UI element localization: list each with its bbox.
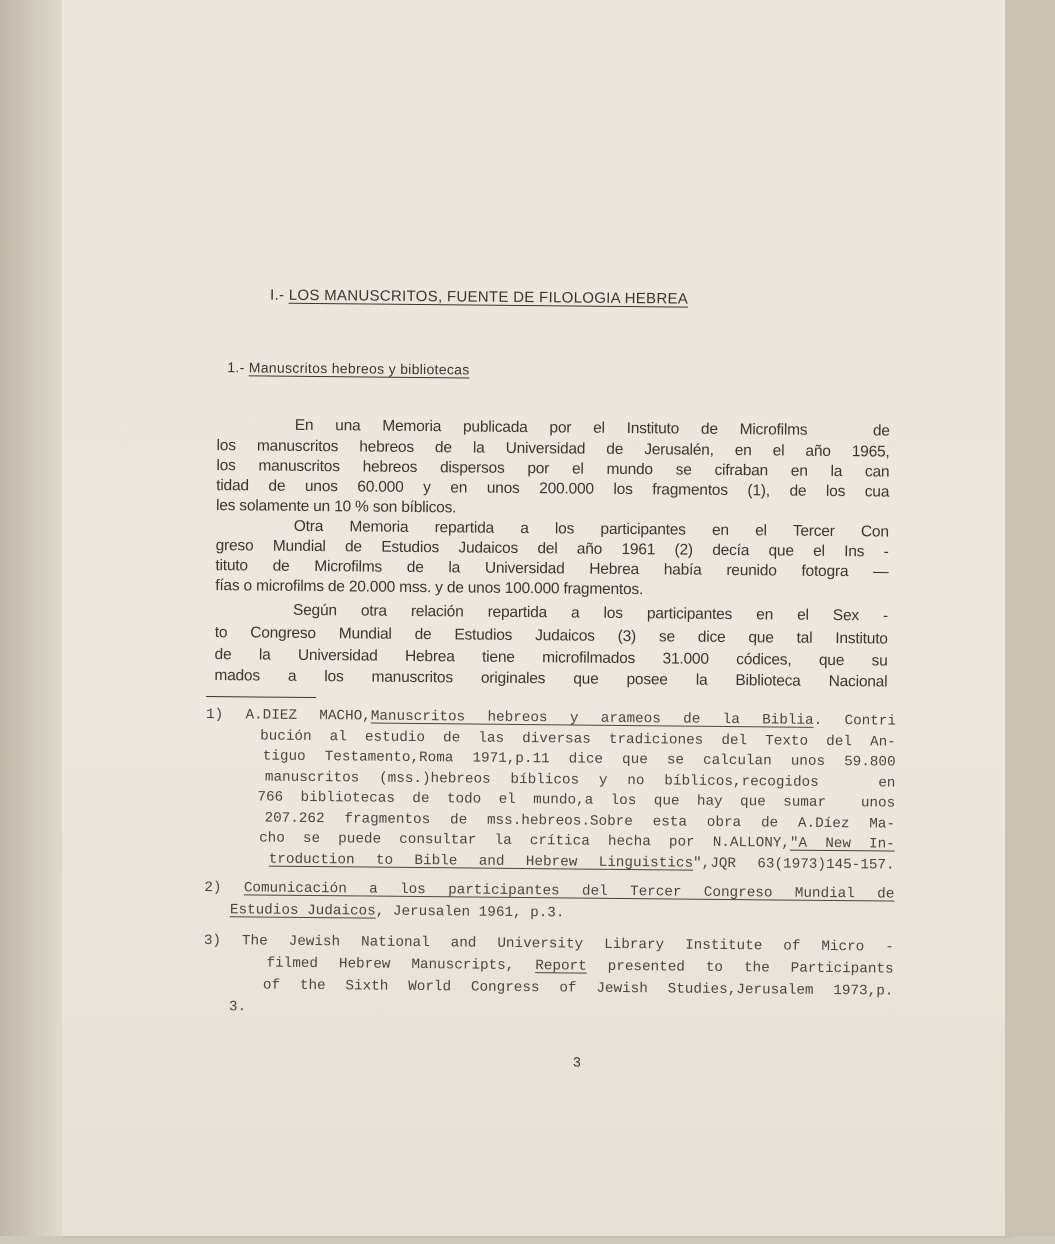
footnote-1-line bbox=[205, 789, 895, 812]
footnote-title: Comunicación a los participantes del Tercer Congreso Mundial de bbox=[243, 880, 895, 903]
footnote-title: "A New In- bbox=[789, 835, 895, 853]
subheading-number: 1.- bbox=[227, 359, 249, 376]
page-number: 3 bbox=[572, 1055, 582, 1072]
paragraph-1-line: En una Memoria publicada por el Instituto de Microfilms de bbox=[294, 416, 890, 440]
paragraph-3-line: de la Universidad Hebrea tiene microfilmados 31.000 códices, que su bbox=[214, 646, 888, 670]
footnote-3-line bbox=[204, 955, 894, 978]
paragraph-3-line: mados a los manuscritos originales que posee la Biblioteca Nacional bbox=[214, 667, 888, 691]
footnote-1-line bbox=[206, 728, 896, 751]
footnote-text: , Jerusalen 1961, p.3. bbox=[375, 903, 565, 922]
footnote-title: Estudios Judaicos bbox=[229, 902, 376, 920]
footnote-1-line bbox=[205, 769, 895, 792]
heading-title: LOS MANUSCRITOS, FUENTE DE FILOLOGIA HEBREA bbox=[288, 286, 689, 308]
paragraph-2-line: fías o microfilms de 20.000 mss. y de unos 100.000 fragmentos. bbox=[215, 577, 644, 599]
footnote-3-line bbox=[204, 933, 894, 956]
footnote-text: ",JQR 63(1973)145-157. bbox=[692, 855, 895, 874]
footnote-text: cho se puede consultar la crítica hecha por N.ALLONY, bbox=[204, 829, 791, 852]
footnote-text: 3. bbox=[203, 998, 247, 1016]
footnote-text: . Contri bbox=[813, 712, 897, 730]
footnote-separator bbox=[206, 696, 316, 698]
footnote-text: of the Sixth World Congress of Jewish Studies,Jerusalem 1973,p. bbox=[203, 976, 894, 1000]
paragraph-2-line: Otra Memoria repartida a los participantes en el Tercer Con bbox=[293, 517, 889, 541]
heading-number: I.- bbox=[269, 286, 289, 304]
chapter-heading bbox=[270, 287, 688, 308]
paragraph-3-line: Según otra relación repartida a los participantes en el Sex - bbox=[292, 601, 889, 625]
footnote-1-line bbox=[206, 748, 896, 771]
footnote-1-line bbox=[205, 810, 895, 833]
footnote-text bbox=[205, 851, 269, 868]
footnote-title: troduction to Bible and Hebrew Linguistics bbox=[268, 851, 694, 872]
footnote-3-line bbox=[203, 999, 246, 1015]
paragraph-1-line: los manuscritos hebreos dispersos por el mundo se cifraban en la can bbox=[216, 457, 890, 481]
footnote-1-line bbox=[205, 830, 895, 853]
footnote-text: 3) The Jewish National and University Library Institute of Micro - bbox=[203, 932, 894, 956]
footnote-text: 766 bibliotecas de todo el mundo,a los que hay que sumar unos bbox=[205, 788, 896, 812]
footnote-text: 1) A.DIEZ MACHO, bbox=[205, 706, 371, 725]
footnote-title: Report bbox=[535, 958, 587, 975]
paragraph-1-line: les solamente un 10 % son bíblicos. bbox=[215, 497, 457, 517]
footnote-1-line bbox=[206, 707, 896, 730]
footnote-text: filmed Hebrew Manuscripts, bbox=[203, 954, 536, 975]
footnote-1-line bbox=[205, 851, 895, 874]
footnote-text: tiguo Testamento,Roma 1971,p.11 dice que se calculan unos 59.800 bbox=[205, 747, 896, 771]
footnote-2-line bbox=[204, 902, 564, 921]
footnote-text: 2) bbox=[204, 879, 244, 897]
paragraph-1-line: tidad de unos 60.000 y en unos 200.000 los fragmentos (1), de los cua bbox=[216, 477, 890, 501]
paragraph-3-line: to Congreso Mundial de Estudios Judaicos (3) se dice que tal Instituto bbox=[214, 624, 888, 648]
footnote-2-line bbox=[204, 880, 894, 903]
footnote-text: presented to the Participants bbox=[586, 958, 894, 978]
paragraph-1-line: los manuscritos hebreos de la Universidad de Jerusalén, en el año 1965, bbox=[216, 437, 890, 461]
subheading-title: Manuscritos hebreos y bibliotecas bbox=[248, 359, 470, 378]
footnote-text: 207.262 fragmentos de mss.hebreos.Sobre esta obra de A.Díez Ma- bbox=[204, 809, 896, 833]
paragraph-2-line: greso Mundial de Estudios Judaicos del año 1961 (2) decía que el Ins - bbox=[215, 537, 889, 561]
footnote-text bbox=[204, 902, 230, 918]
paragraph-2-line: tituto de Microfilms de la Universidad Hebrea había reunido fotogra — bbox=[215, 557, 889, 581]
footnote-3-line bbox=[203, 977, 893, 1000]
footnote-title: Manuscritos hebreos y arameos de la Biblia bbox=[370, 708, 814, 729]
footnote-text: bución al estudio de las diversas tradiciones del Texto del An- bbox=[205, 727, 896, 751]
footnote-text: manuscritos (mss.)hebreos bíblicos y no bíblicos,recogidos en bbox=[205, 768, 896, 792]
section-heading bbox=[227, 359, 469, 377]
